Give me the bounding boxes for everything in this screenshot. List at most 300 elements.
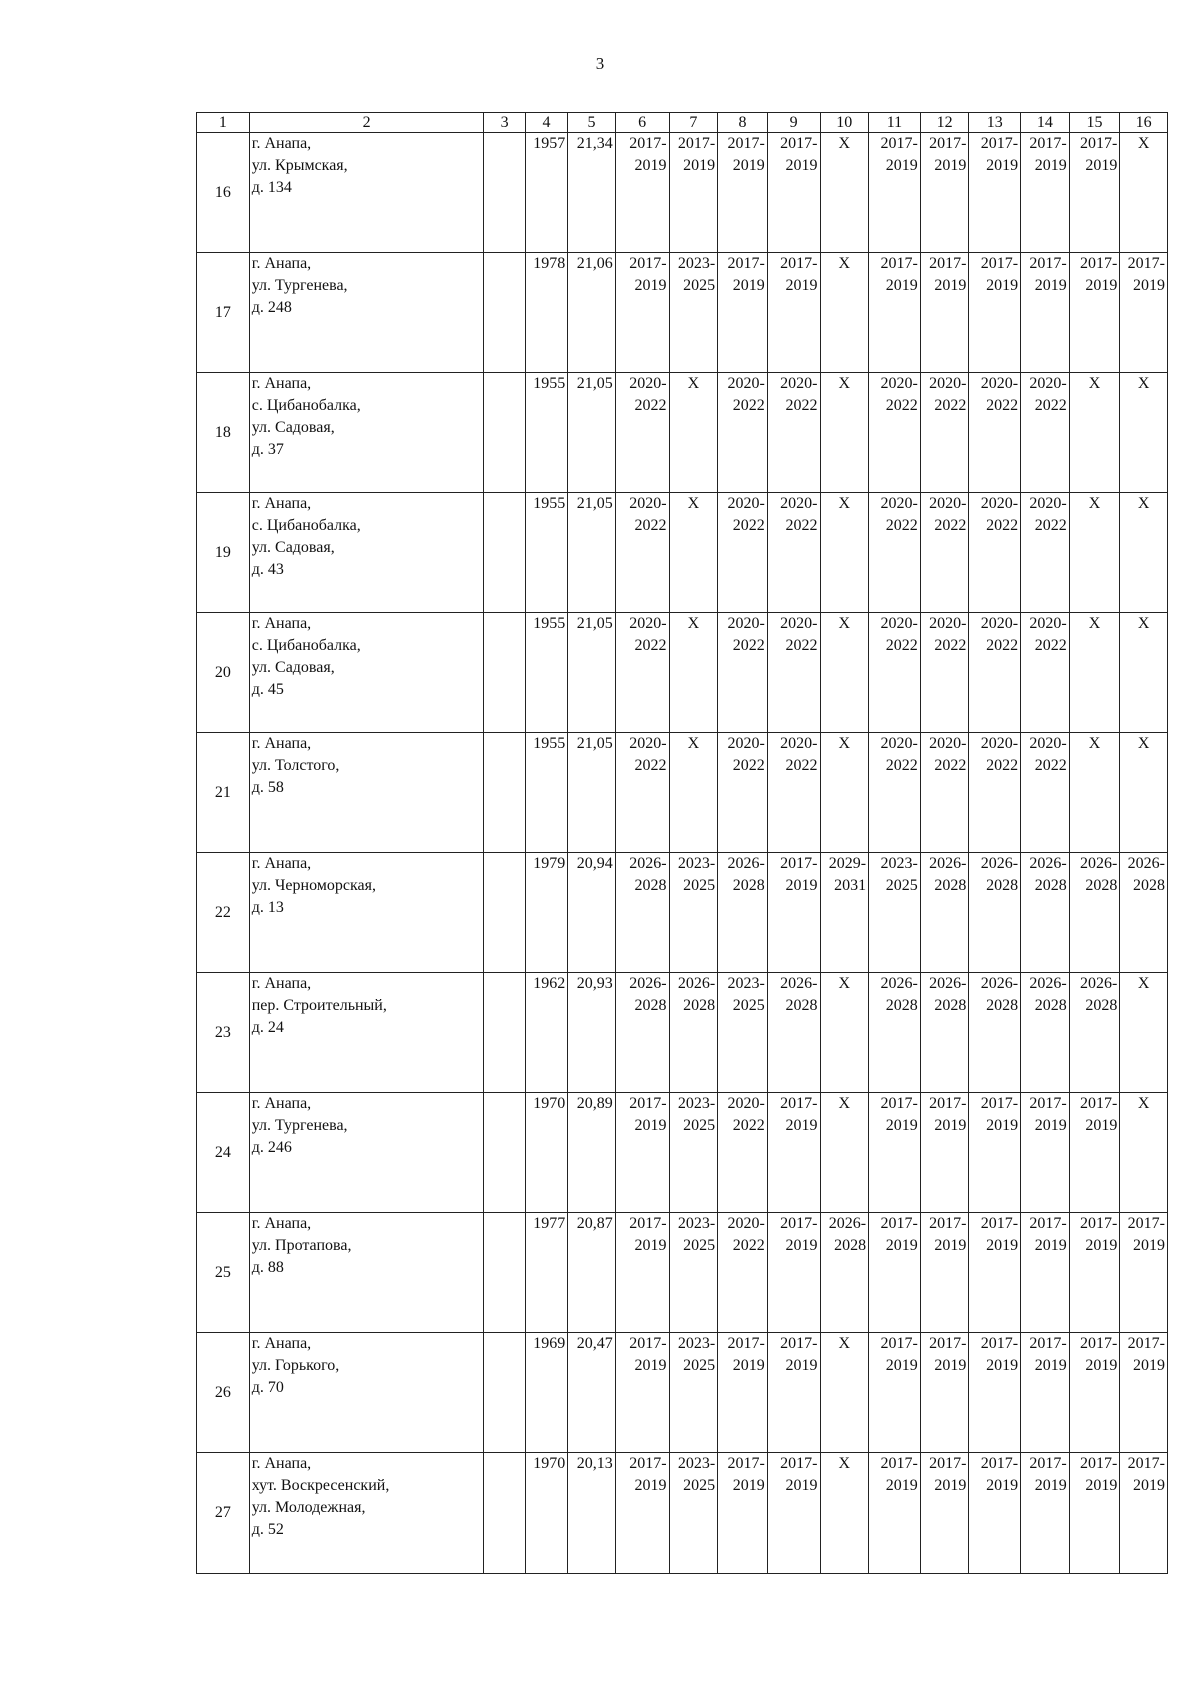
period-cell-col-16 [1120, 733, 1168, 853]
period-text: 2017- [629, 1455, 667, 1472]
period-text: 2026- [828, 1215, 867, 1232]
period-cell-col-10 [820, 613, 869, 733]
period-text: 2028 [986, 877, 1019, 894]
period-cell-col-12 [920, 133, 969, 253]
period-text: 2017- [1029, 135, 1067, 152]
row-number: 20 [197, 613, 250, 733]
address-line: д. 45 [251, 681, 284, 698]
period-text: 2019 [785, 277, 818, 294]
period-text: 2022 [986, 757, 1019, 774]
period-text: 2020- [880, 615, 918, 632]
period-cell-col-6 [615, 493, 669, 613]
period-text: Х [1088, 615, 1101, 632]
period-cell-col-13 [969, 1093, 1021, 1213]
period-text: 2023- [727, 975, 765, 992]
period-text: 2019 [934, 1477, 967, 1494]
period-text: 2026- [980, 975, 1019, 992]
period-cell-col-8 [718, 1333, 768, 1453]
period-cell-col-8 [718, 373, 768, 493]
column-3-cell [484, 373, 525, 493]
value-cell: 20,87 [568, 1213, 616, 1333]
period-cell-col-9 [767, 1093, 820, 1213]
period-text: 2019 [885, 1237, 918, 1254]
period-text: 2022 [934, 397, 967, 414]
period-cell-col-15 [1069, 133, 1120, 253]
period-text: 2017- [1080, 1095, 1118, 1112]
row-number: 26 [197, 1333, 250, 1453]
column-header-15: 15 [1069, 113, 1120, 133]
period-cell-col-6 [615, 253, 669, 373]
period-text: 2022 [885, 397, 918, 414]
period-text: 2019 [934, 1117, 967, 1134]
table-row [197, 1093, 1168, 1213]
period-text: 2019 [986, 1117, 1019, 1134]
address-line: ул. Толстого, [251, 757, 340, 774]
value-cell: 20,93 [568, 973, 616, 1093]
period-text: 2019 [634, 157, 667, 174]
period-text: 2017- [980, 1095, 1019, 1112]
period-text: 2019 [1133, 1237, 1165, 1254]
year-cell: 1955 [525, 493, 567, 613]
period-text: Х [1137, 135, 1150, 152]
period-cell-col-15 [1069, 613, 1120, 733]
period-text: 2019 [732, 1357, 765, 1374]
period-text: 2020- [929, 375, 967, 392]
address-line: д. 52 [251, 1521, 284, 1538]
period-text: 2020- [1029, 375, 1067, 392]
period-text: 2017- [880, 255, 918, 272]
period-cell-col-7 [669, 973, 718, 1093]
period-text: Х [1137, 495, 1150, 512]
column-3-cell [484, 1333, 525, 1453]
period-text: 2020- [629, 735, 667, 752]
period-text: 2017- [629, 135, 667, 152]
address-line: ул. Тургенева, [251, 277, 348, 294]
period-text: 2028 [634, 997, 667, 1014]
period-text: 2019 [785, 1117, 818, 1134]
period-cell-col-16 [1120, 1093, 1168, 1213]
period-text: 2019 [885, 157, 918, 174]
period-cell-col-8 [718, 613, 768, 733]
address-line: ул. Протапова, [251, 1237, 352, 1254]
column-header-12: 12 [920, 113, 969, 133]
address-cell [249, 133, 484, 253]
period-text: 2020- [629, 375, 667, 392]
column-3-cell [484, 973, 525, 1093]
period-text: 2017- [929, 1335, 967, 1352]
period-text: 2019 [1085, 1117, 1118, 1134]
period-cell-col-15 [1069, 1213, 1120, 1333]
period-cell-col-12 [920, 613, 969, 733]
period-cell-col-11 [869, 853, 921, 973]
period-text: 2022 [934, 517, 967, 534]
period-text: 2020- [780, 735, 818, 752]
row-number: 19 [197, 493, 250, 613]
period-text: 2017- [980, 1455, 1019, 1472]
period-cell-col-10 [820, 1093, 869, 1213]
period-cell-col-16 [1120, 973, 1168, 1093]
period-text: 2017- [629, 1335, 667, 1352]
period-text: 2023- [677, 1215, 716, 1232]
column-3-cell [484, 1213, 525, 1333]
repair-schedule-table [196, 112, 1168, 1574]
period-text: 2020- [880, 495, 918, 512]
address-cell [249, 613, 484, 733]
address-line: г. Анапа, [251, 1335, 312, 1352]
address-line: ул. Черноморская, [251, 877, 376, 894]
period-cell-col-9 [767, 133, 820, 253]
period-text: 2019 [683, 157, 716, 174]
period-text: 2025 [885, 877, 918, 894]
period-cell-col-6 [615, 1213, 669, 1333]
period-text: 2019 [885, 1357, 918, 1374]
period-cell-col-12 [920, 1213, 969, 1333]
year-cell: 1969 [525, 1333, 567, 1453]
period-text: 2019 [1034, 1237, 1067, 1254]
period-cell-col-16 [1120, 253, 1168, 373]
period-cell-col-14 [1021, 1213, 1070, 1333]
period-text: Х [838, 1095, 851, 1112]
period-cell-col-10 [820, 373, 869, 493]
period-text: 2017- [1127, 1215, 1165, 1232]
table-row [197, 613, 1168, 733]
address-line: с. Цибанобалка, [251, 637, 361, 654]
period-text: 2019 [1034, 1357, 1067, 1374]
period-text: Х [687, 375, 700, 392]
period-cell-col-6 [615, 1453, 669, 1574]
period-text: 2019 [1085, 1237, 1118, 1254]
address-line: с. Цибанобалка, [251, 397, 361, 414]
period-cell-col-14 [1021, 373, 1070, 493]
period-text: 2019 [785, 877, 818, 894]
period-cell-col-14 [1021, 613, 1070, 733]
column-3-cell [484, 493, 525, 613]
period-cell-col-13 [969, 253, 1021, 373]
period-text: 2022 [934, 637, 967, 654]
column-header-5: 5 [568, 113, 616, 133]
address-line: д. 88 [251, 1259, 284, 1276]
period-cell-col-10 [820, 733, 869, 853]
period-text: 2028 [986, 997, 1019, 1014]
period-text: Х [1137, 375, 1150, 392]
period-cell-col-12 [920, 1333, 969, 1453]
period-text: 2020- [980, 495, 1019, 512]
table-row [197, 973, 1168, 1093]
period-cell-col-8 [718, 733, 768, 853]
period-text: 2019 [634, 1477, 667, 1494]
period-text: Х [687, 495, 700, 512]
period-cell-col-6 [615, 973, 669, 1093]
period-text: 2017- [677, 135, 716, 152]
period-text: 2017- [727, 135, 765, 152]
address-cell [249, 1093, 484, 1213]
table-row [197, 133, 1168, 253]
period-text: 2026- [677, 975, 716, 992]
period-text: 2017- [1127, 1335, 1165, 1352]
period-text: 2020- [727, 1095, 765, 1112]
period-cell-col-9 [767, 613, 820, 733]
period-cell-col-13 [969, 733, 1021, 853]
period-cell-col-11 [869, 1453, 921, 1574]
year-cell: 1955 [525, 733, 567, 853]
address-line: д. 24 [251, 1019, 284, 1036]
address-line: д. 37 [251, 441, 284, 458]
value-cell: 20,13 [568, 1453, 616, 1574]
address-line: д. 58 [251, 779, 284, 796]
table-row [197, 1333, 1168, 1453]
column-3-cell [484, 853, 525, 973]
period-cell-col-11 [869, 733, 921, 853]
period-text: 2026- [1029, 855, 1067, 872]
period-text: 2019 [1034, 1477, 1067, 1494]
period-text: 2017- [1127, 1455, 1165, 1472]
period-text: 2028 [1034, 997, 1067, 1014]
address-line: г. Анапа, [251, 1095, 312, 1112]
period-cell-col-6 [615, 613, 669, 733]
column-3-cell [484, 253, 525, 373]
address-line: г. Анапа, [251, 975, 312, 992]
period-text: 2017- [727, 1455, 765, 1472]
period-cell-col-13 [969, 373, 1021, 493]
value-cell: 21,05 [568, 613, 616, 733]
period-text: 2026- [929, 855, 967, 872]
period-text: 2026- [929, 975, 967, 992]
period-cell-col-10 [820, 493, 869, 613]
period-text: 2019 [1085, 277, 1118, 294]
address-cell [249, 733, 484, 853]
period-text: 2022 [785, 517, 818, 534]
period-text: 2022 [1034, 517, 1067, 534]
column-header-7: 7 [669, 113, 718, 133]
period-text: Х [838, 135, 851, 152]
period-text: 2019 [986, 157, 1019, 174]
column-3-cell [484, 1453, 525, 1574]
address-line: д. 13 [251, 899, 284, 916]
period-cell-col-11 [869, 253, 921, 373]
period-text: 2017- [1127, 255, 1165, 272]
period-text: 2023- [677, 855, 716, 872]
period-cell-col-13 [969, 613, 1021, 733]
column-3-cell [484, 133, 525, 253]
period-text: Х [1137, 1095, 1150, 1112]
period-text: 2028 [634, 877, 667, 894]
table-row [197, 1213, 1168, 1333]
period-text: 2019 [634, 1117, 667, 1134]
table-row [197, 1453, 1168, 1574]
period-text: 2023- [677, 1455, 716, 1472]
period-text: 2017- [780, 855, 818, 872]
period-text: 2017- [1029, 1095, 1067, 1112]
period-text: Х [838, 735, 851, 752]
period-cell-col-7 [669, 493, 718, 613]
period-text: 2020- [727, 495, 765, 512]
period-cell-col-9 [767, 1213, 820, 1333]
period-cell-col-15 [1069, 1093, 1120, 1213]
period-text: Х [1088, 735, 1101, 752]
period-text: 2026- [1080, 855, 1118, 872]
period-text: Х [1137, 615, 1150, 632]
period-text: 2026- [980, 855, 1019, 872]
period-text: 2020- [780, 375, 818, 392]
period-text: 2022 [732, 397, 765, 414]
column-header-14: 14 [1021, 113, 1070, 133]
table-row [197, 853, 1168, 973]
table-row [197, 733, 1168, 853]
year-cell: 1970 [525, 1093, 567, 1213]
period-cell-col-8 [718, 253, 768, 373]
period-text: 2026- [1080, 975, 1118, 992]
column-header-4: 4 [525, 113, 567, 133]
period-cell-col-15 [1069, 853, 1120, 973]
period-cell-col-10 [820, 133, 869, 253]
period-cell-col-6 [615, 853, 669, 973]
period-text: 2019 [732, 157, 765, 174]
period-text: 2022 [885, 517, 918, 534]
column-header-3: 3 [484, 113, 525, 133]
period-text: 2017- [880, 1335, 918, 1352]
period-text: 2019 [1085, 1357, 1118, 1374]
period-text: 2017- [880, 1095, 918, 1112]
period-cell-col-14 [1021, 973, 1070, 1093]
period-text: 2020- [629, 615, 667, 632]
table-row [197, 373, 1168, 493]
period-text: 2020- [880, 735, 918, 752]
period-text: 2019 [785, 1477, 818, 1494]
period-text: 2019 [1133, 1357, 1165, 1374]
period-text: 2017- [1029, 1215, 1067, 1232]
period-cell-col-9 [767, 973, 820, 1093]
period-text: 2017- [929, 255, 967, 272]
period-cell-col-8 [718, 493, 768, 613]
row-number: 16 [197, 133, 250, 253]
address-line: г. Анапа, [251, 255, 312, 272]
address-line: г. Анапа, [251, 375, 312, 392]
period-text: 2022 [785, 397, 818, 414]
address-line: г. Анапа, [251, 135, 312, 152]
period-text: 2019 [934, 1237, 967, 1254]
year-cell: 1970 [525, 1453, 567, 1574]
year-cell: 1977 [525, 1213, 567, 1333]
period-text: 2020- [1029, 495, 1067, 512]
value-cell: 21,05 [568, 733, 616, 853]
period-text: 2019 [1085, 1477, 1118, 1494]
period-text: 2022 [1034, 637, 1067, 654]
period-cell-col-14 [1021, 253, 1070, 373]
period-cell-col-7 [669, 373, 718, 493]
period-cell-col-15 [1069, 1333, 1120, 1453]
period-text: 2029- [828, 855, 867, 872]
address-cell [249, 1453, 484, 1574]
period-cell-col-16 [1120, 613, 1168, 733]
period-text: Х [838, 375, 851, 392]
period-text: 2017- [780, 1215, 818, 1232]
period-text: 2022 [986, 517, 1019, 534]
period-text: 2022 [885, 757, 918, 774]
period-text: 2020- [929, 735, 967, 752]
period-text: 2019 [885, 1477, 918, 1494]
period-text: 2028 [834, 1237, 867, 1254]
period-cell-col-12 [920, 493, 969, 613]
period-text: 2028 [1085, 877, 1118, 894]
period-text: 2020- [1029, 735, 1067, 752]
period-text: 2019 [986, 1237, 1019, 1254]
period-text: 2025 [683, 1477, 716, 1494]
period-cell-col-14 [1021, 1093, 1070, 1213]
value-cell: 21,05 [568, 493, 616, 613]
period-text: 2022 [785, 637, 818, 654]
period-text: 2028 [732, 877, 765, 894]
period-text: 2019 [1034, 277, 1067, 294]
period-text: 2017- [780, 1455, 818, 1472]
period-text: 2028 [934, 997, 967, 1014]
period-text: 2020- [629, 495, 667, 512]
period-text: 2019 [1034, 157, 1067, 174]
period-cell-col-16 [1120, 1213, 1168, 1333]
period-text: 2019 [986, 1357, 1019, 1374]
period-cell-col-6 [615, 733, 669, 853]
period-text: 2025 [683, 1237, 716, 1254]
period-cell-col-11 [869, 1333, 921, 1453]
year-cell: 1978 [525, 253, 567, 373]
period-cell-col-16 [1120, 1453, 1168, 1574]
period-cell-col-14 [1021, 133, 1070, 253]
period-text: 2017- [980, 135, 1019, 152]
period-text: 2019 [934, 157, 967, 174]
period-cell-col-11 [869, 493, 921, 613]
period-cell-col-12 [920, 373, 969, 493]
period-text: 2019 [986, 277, 1019, 294]
period-cell-col-8 [718, 1093, 768, 1213]
period-cell-col-10 [820, 1333, 869, 1453]
period-text: 2028 [934, 877, 967, 894]
row-number: 27 [197, 1453, 250, 1574]
period-cell-col-10 [820, 1453, 869, 1574]
period-text: 2019 [785, 1357, 818, 1374]
period-text: 2017- [1080, 1455, 1118, 1472]
period-text: 2020- [780, 615, 818, 632]
period-text: 2017- [1080, 135, 1118, 152]
year-cell: 1979 [525, 853, 567, 973]
period-cell-col-12 [920, 1453, 969, 1574]
year-cell: 1957 [525, 133, 567, 253]
row-number: 22 [197, 853, 250, 973]
period-cell-col-7 [669, 1453, 718, 1574]
period-text: 2017- [727, 1335, 765, 1352]
column-header-9: 9 [767, 113, 820, 133]
period-text: Х [838, 255, 851, 272]
period-cell-col-8 [718, 1453, 768, 1574]
period-cell-col-15 [1069, 493, 1120, 613]
period-text: 2020- [980, 615, 1019, 632]
period-text: 2022 [732, 1237, 765, 1254]
address-line: г. Анапа, [251, 735, 312, 752]
period-text: 2022 [634, 757, 667, 774]
period-cell-col-7 [669, 133, 718, 253]
period-cell-col-10 [820, 973, 869, 1093]
period-cell-col-10 [820, 1213, 869, 1333]
period-text: 2026- [780, 975, 818, 992]
period-text: 2017- [629, 255, 667, 272]
period-cell-col-11 [869, 1213, 921, 1333]
period-text: 2023- [677, 1095, 716, 1112]
period-text: 2017- [780, 255, 818, 272]
period-cell-col-12 [920, 733, 969, 853]
page-number: 3 [595, 54, 605, 73]
period-cell-col-7 [669, 1333, 718, 1453]
address-cell [249, 373, 484, 493]
period-cell-col-15 [1069, 253, 1120, 373]
period-text: 2017- [1080, 1215, 1118, 1232]
